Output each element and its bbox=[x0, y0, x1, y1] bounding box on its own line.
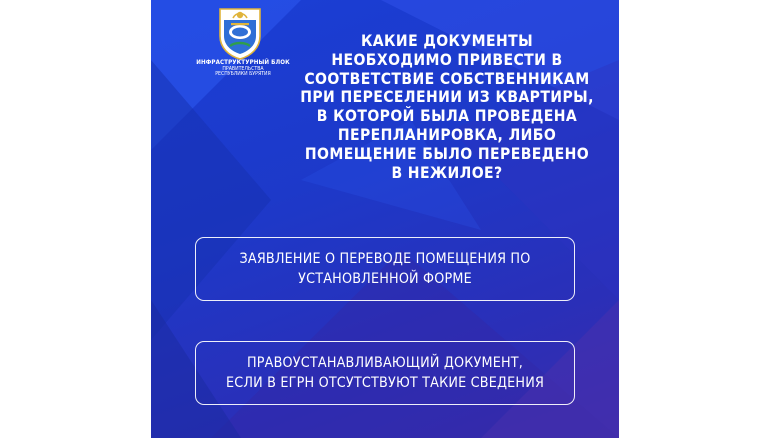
answer-box-application bbox=[195, 237, 575, 301]
question-line: НЕОБХОДИМО ПРИВЕСТИ В bbox=[331, 50, 563, 69]
brand-line-2: ПРАВИТЕЛЬСТВА bbox=[222, 65, 264, 72]
brand-line-3: РЕСПУБЛИКИ БУРЯТИЯ bbox=[215, 70, 271, 77]
answer-box-title-document bbox=[195, 341, 575, 405]
question-line: ПЕРЕПЛАНИРОВКА, ЛИБО bbox=[337, 125, 557, 144]
question-line: ПРИ ПЕРЕСЕЛЕНИИ ИЗ КВАРТИРЫ, bbox=[300, 88, 594, 107]
question-heading bbox=[283, 32, 611, 182]
buryatia-coat-of-arms-icon bbox=[217, 6, 263, 60]
brand-label bbox=[195, 60, 291, 77]
answer-line: ЗАЯВЛЕНИЕ О ПЕРЕВОДЕ ПОМЕЩЕНИЯ ПО bbox=[239, 251, 531, 267]
question-line: СООТВЕТСТВИЕ СОБСТВЕННИКАМ bbox=[304, 69, 590, 88]
answer-line: ПРАВОУСТАНАВЛИВАЮЩИЙ ДОКУМЕНТ, bbox=[246, 355, 524, 371]
question-line: В КОТОРОЙ БЫЛА ПРОВЕДЕНА bbox=[316, 107, 578, 126]
infographic-card bbox=[151, 0, 619, 438]
answer-line: ЕСЛИ В ЕГРН ОТСУТСТВУЮТ ТАКИЕ СВЕДЕНИЯ bbox=[225, 375, 545, 391]
question-line: КАКИЕ ДОКУМЕНТЫ bbox=[360, 32, 534, 50]
question-line: В НЕЖИЛОЕ? bbox=[391, 163, 503, 182]
brand-line-1: ИНФРАСТРУКТУРНЫЙ БЛОК bbox=[196, 59, 290, 66]
answer-line: УСТАНОВЛЕННОЙ ФОРМЕ bbox=[298, 271, 472, 287]
question-line: ПОМЕЩЕНИЕ БЫЛО ПЕРЕВЕДЕНО bbox=[304, 144, 590, 163]
